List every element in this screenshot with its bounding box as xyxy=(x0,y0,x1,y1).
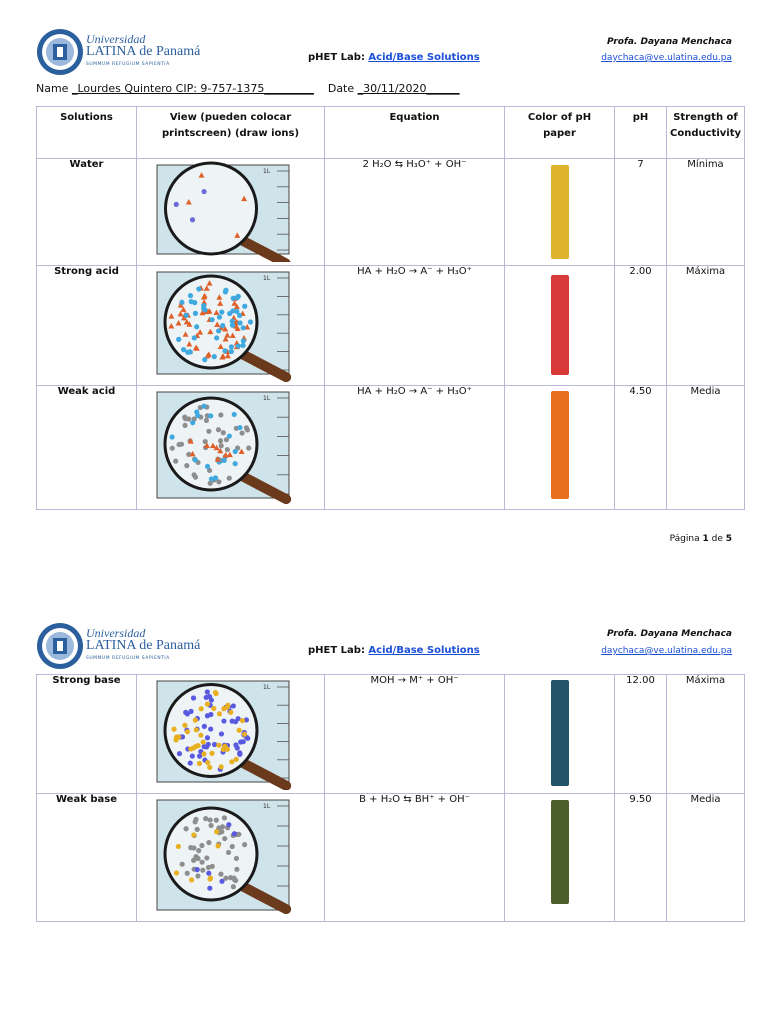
beaker-magnifier-image xyxy=(137,386,324,506)
university-line2: LATINA de Panamá xyxy=(86,638,201,653)
ph-paper-cell xyxy=(505,675,615,794)
university-line1: Universidad xyxy=(86,32,146,46)
header-conductivity: Strength of Conductivity xyxy=(667,107,745,159)
solution-name: Strong base xyxy=(37,675,137,794)
lab-link[interactable]: Acid/Base Solutions xyxy=(368,645,480,656)
table-header-row xyxy=(37,107,745,159)
header-ph: pH xyxy=(615,107,667,159)
page-header-2 xyxy=(0,620,768,680)
student-info-line: Name _Lourdes Quintero CIP: 9-757-1375_________ Date _30/11/2020______ xyxy=(36,82,460,95)
lab-table-page1 xyxy=(36,106,745,510)
ph-paper-strip xyxy=(551,275,569,375)
solution-name: Strong acid xyxy=(37,266,137,386)
ph-paper-strip xyxy=(551,680,569,786)
university-motto: SUMMUM REFUGIUM SAPIENTIA xyxy=(86,656,170,661)
conductivity-value: Media xyxy=(667,794,745,922)
lab-title: pHET Lab: Acid/Base Solutions xyxy=(308,645,480,656)
equation: HA + H₂O → A⁻ + H₃O⁺ xyxy=(325,266,505,386)
email-link[interactable]: daychaca@ve.ulatina.edu.pa xyxy=(601,53,732,63)
header-view: View (pueden colocar printscreen) (draw ions) xyxy=(137,107,325,159)
ph-value: 9.50 xyxy=(615,794,667,922)
page-number: Página 1 de 5 xyxy=(669,534,732,544)
solution-view xyxy=(137,386,325,510)
solution-name: Weak base xyxy=(37,794,137,922)
table-row xyxy=(37,675,745,794)
header-solutions: Solutions xyxy=(37,107,137,159)
svg-text:1L: 1L xyxy=(263,168,271,175)
solution-view xyxy=(137,266,325,386)
ph-value: 2.00 xyxy=(615,266,667,386)
professor-name: Profa. Dayana Menchaca xyxy=(607,629,732,639)
lab-link[interactable]: Acid/Base Solutions xyxy=(368,52,480,63)
university-line2: LATINA de Panamá xyxy=(86,44,201,59)
conductivity-value: Máxima xyxy=(667,675,745,794)
ph-paper-cell xyxy=(505,266,615,386)
ph-paper-cell xyxy=(505,386,615,510)
email-link[interactable]: daychaca@ve.ulatina.edu.pa xyxy=(601,646,732,656)
ph-paper-cell xyxy=(505,159,615,266)
conductivity-value: Máxima xyxy=(667,266,745,386)
beaker-magnifier-image xyxy=(137,794,324,918)
solution-view xyxy=(137,794,325,922)
svg-text:1L: 1L xyxy=(263,395,271,402)
equation: MOH → M⁺ + OH⁻ xyxy=(325,675,505,794)
ph-value: 7 xyxy=(615,159,667,266)
conductivity-value: Mínima xyxy=(667,159,745,266)
report-date: _30/11/2020______ xyxy=(357,82,460,95)
equation: HA + H₂O → A⁻ + H₃O⁺ xyxy=(325,386,505,510)
beaker-magnifier-image xyxy=(137,159,324,262)
university-logo xyxy=(36,620,201,672)
beaker-magnifier-image xyxy=(137,266,324,382)
equation: B + H₂O ⇆ BH⁺ + OH⁻ xyxy=(325,794,505,922)
ph-value: 4.50 xyxy=(615,386,667,510)
svg-text:1L: 1L xyxy=(263,275,271,282)
svg-text:1L: 1L xyxy=(263,803,271,810)
table-row xyxy=(37,159,745,266)
university-line1: Universidad xyxy=(86,626,146,640)
solution-view xyxy=(137,675,325,794)
ph-paper-strip xyxy=(551,165,569,259)
conductivity-value: Media xyxy=(667,386,745,510)
ph-paper-cell xyxy=(505,794,615,922)
ph-paper-strip xyxy=(551,800,569,904)
table-row xyxy=(37,794,745,922)
ph-paper-strip xyxy=(551,391,569,499)
solution-view xyxy=(137,159,325,266)
svg-text:1L: 1L xyxy=(263,684,271,691)
university-logo xyxy=(36,26,201,78)
lab-table-page2 xyxy=(36,674,745,922)
page-header xyxy=(0,26,768,86)
lab-title: pHET Lab: Acid/Base Solutions xyxy=(308,52,480,63)
equation: 2 H₂O ⇆ H₃O⁺ + OH⁻ xyxy=(325,159,505,266)
ph-value: 12.00 xyxy=(615,675,667,794)
professor-name: Profa. Dayana Menchaca xyxy=(607,37,732,47)
solution-name: Weak acid xyxy=(37,386,137,510)
university-motto: SUMMUM REFUGIUM SAPIENTIA xyxy=(86,62,170,67)
student-name: _Lourdes Quintero CIP: 9-757-1375_________ xyxy=(71,82,314,95)
table-row xyxy=(37,266,745,386)
solution-name: Water xyxy=(37,159,137,266)
table-row xyxy=(37,386,745,510)
header-paper-color: Color of pH paper xyxy=(505,107,615,159)
beaker-magnifier-image xyxy=(137,675,324,790)
header-equation: Equation xyxy=(325,107,505,159)
